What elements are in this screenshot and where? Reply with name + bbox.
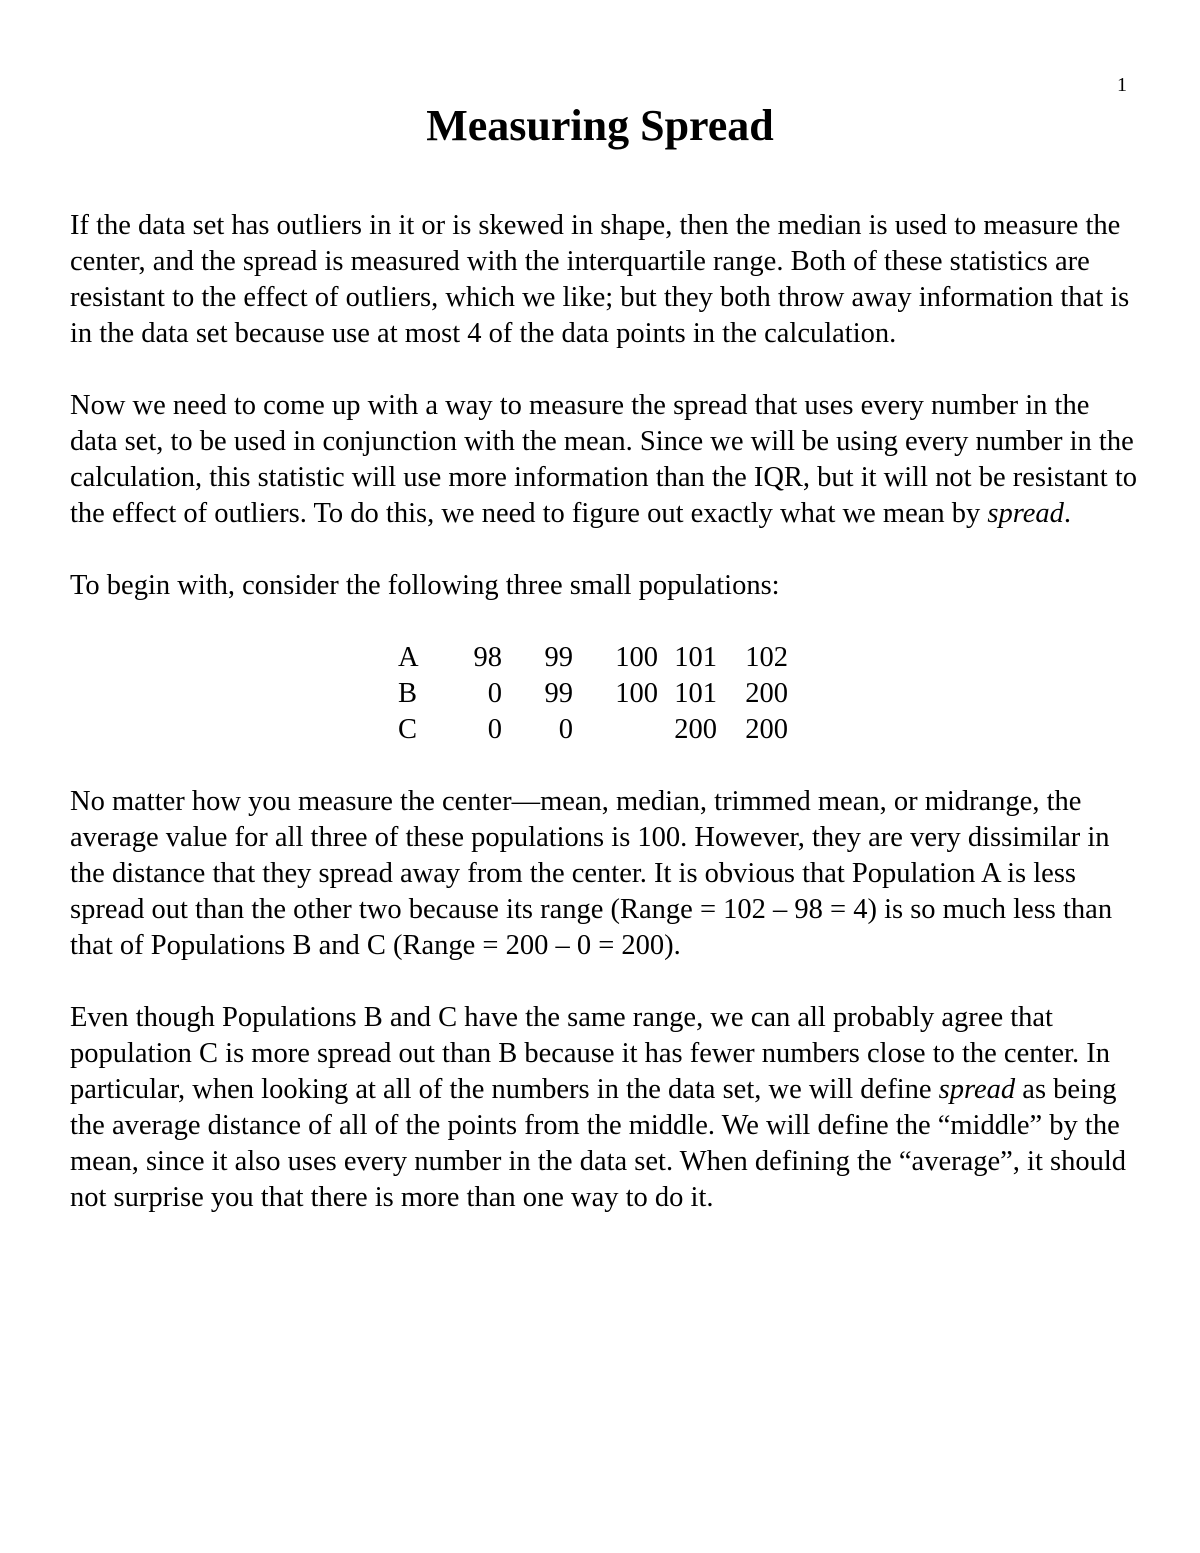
row-label: C xyxy=(398,714,418,745)
row-label: B xyxy=(398,678,418,709)
table-cell: 200 xyxy=(745,714,788,745)
page-number: 1 xyxy=(1117,74,1127,96)
table-cell: 200 xyxy=(745,678,788,709)
row-label: A xyxy=(398,642,419,673)
paragraph-spread-definition xyxy=(70,1000,1140,1216)
document-body xyxy=(70,208,1140,1252)
table-cell: 102 xyxy=(745,642,788,673)
table-cell: 99 xyxy=(544,642,573,673)
paragraph-outliers: If the data set has outliers in it or is skewed in shape, then the median is used to measure the center, and the spread is measured with the interquartile range. Both of these statistics are resistant to the effect of outliers, which we like; but they both throw away information that is in the data set because use at most 4 of the data points in the calculation. xyxy=(70,210,1130,349)
paragraph-text: Even though Populations B and C have the same range, we can all probably agree that population C is more spread out than B because it has fewer numbers close to the center. In particular, when looking at all of the numbers in the data set, we will define xyxy=(70,1002,1110,1105)
table-cell: 0 xyxy=(487,678,502,709)
populations-table xyxy=(398,640,788,748)
paragraph-spread-intro xyxy=(70,388,1140,532)
table-cell: 100 xyxy=(615,678,658,709)
table-cell: 100 xyxy=(615,642,658,673)
italic-term: spread xyxy=(938,1074,1016,1105)
page-title: Measuring Spread xyxy=(426,101,774,150)
table-cell: 0 xyxy=(558,714,573,745)
paragraph-populations-intro: To begin with, consider the following three small populations: xyxy=(70,570,780,601)
table-cell: 101 xyxy=(674,678,717,709)
table-row xyxy=(398,712,788,748)
table-cell: 0 xyxy=(487,714,502,745)
table-cell: 98 xyxy=(473,642,502,673)
paragraph-text: as being the average distance of all of the points from the middle. We will define the “middle” by the mean, since it also uses every number in the data set. When defining the “average”, it should not surprise you that there is more than one way to do it. xyxy=(70,1074,1127,1213)
italic-term: spread xyxy=(987,498,1064,529)
paragraph-text: Now we need to come up with a way to measure the spread that uses every number in the data set, to be used in conjunction with the mean. Since we will be using every number in the calculation, this statistic will use more information than the IQR, but it will not be resistant to the effect of outliers. To do this, we need to figure out exactly what we mean by xyxy=(70,390,1137,529)
table-cell: 200 xyxy=(674,714,717,745)
table-cell: 99 xyxy=(544,678,573,709)
table-row xyxy=(398,676,788,712)
table-cell: 101 xyxy=(674,642,717,673)
table-cell xyxy=(573,712,658,748)
table-row xyxy=(398,640,788,676)
paragraph-text: . xyxy=(1063,498,1072,529)
paragraph-center-comparison: No matter how you measure the center—mean, median, trimmed mean, or midrange, the average value for all three of these populations is 100. However, they are very dissimilar in the distance that they spread away from the center. It is obvious that Population A is less spread out than the other two because its range (Range = 102 – 98 = 4) is so much less than that of Populations B and C (Range = 200 – 0 = 200). xyxy=(70,786,1113,961)
